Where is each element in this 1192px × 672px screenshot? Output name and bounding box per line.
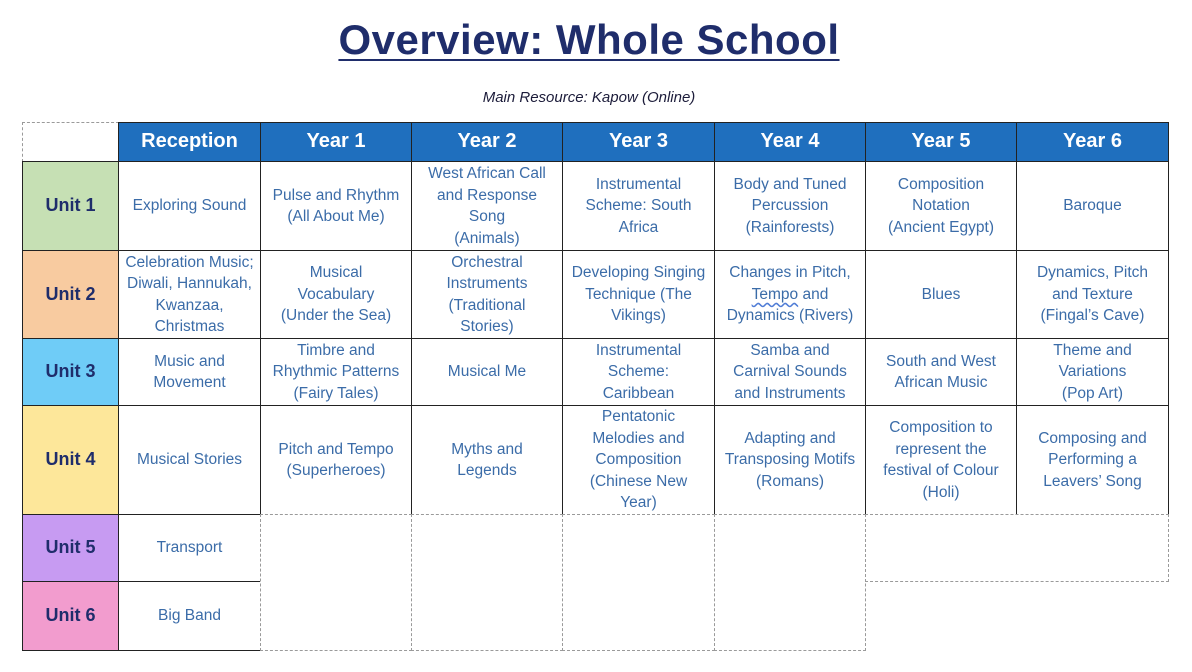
unit-label: Unit 1 [22,161,119,251]
cell-line: and Response [437,186,537,204]
cell-line: Developing Singing [571,264,706,282]
cell-text [125,252,253,338]
table-cell [118,161,261,251]
table-cell [411,161,563,251]
cell-line: Diwali, Hannukah, [127,275,252,292]
cell-line: (Animals) [454,229,520,247]
column-header: Year 3 [562,122,715,162]
cell-line: Adapting and [744,429,836,447]
empty-cell [865,514,1169,582]
cell-line: festival of Colour [883,462,999,479]
cell-text [725,428,855,493]
table-cell [562,405,715,515]
cell-text [273,185,400,228]
cell-line: Pentatonic [601,408,676,426]
cell-line: Tempo and [751,285,829,303]
cell-text [133,195,247,217]
cell-line: Dynamics (Rivers) [726,307,854,325]
table-cell [118,338,261,406]
cell-line: (Fairy Tales) [293,384,379,402]
table-cell [1016,161,1169,251]
cell-line: (All About Me) [287,208,385,225]
cell-line: Stories) [460,318,514,335]
cell-line: (Fingal’s Cave) [1040,307,1145,325]
table-cell [118,405,261,515]
cell-line: Celebration Music; [125,253,254,271]
table-cell [1016,405,1169,515]
cell-line: (Pop Art) [1061,384,1124,402]
cell-line: Instrumental [595,341,682,359]
cell-text [883,417,998,503]
table-cell [865,250,1017,339]
cell-text [1053,340,1131,405]
empty-cell [411,514,563,651]
cell-text [153,351,225,394]
page-title: Overview: Whole School [338,16,840,63]
cell-line: Performing a [1048,451,1137,469]
unit-label: Unit 4 [22,405,119,515]
cell-line: represent the [895,440,987,458]
cell-text [428,163,546,249]
cell-line: Song [468,208,506,225]
cell-text [734,174,847,239]
cell-text [137,449,242,471]
cell-line: Timbre and [297,341,375,359]
cell-text [448,361,526,383]
cell-text [596,340,681,405]
cell-line: Caribbean [602,384,675,402]
cell-line: Transport [156,539,223,557]
cell-line: Blues [921,285,961,303]
corner-empty-cell [22,122,119,162]
cell-line: Instruments [446,275,528,292]
table-cell [1016,338,1169,406]
cell-line: Composition [595,451,682,469]
cell-line: Variations [1058,363,1127,381]
cell-line: Africa [618,218,659,236]
table-cell [865,405,1017,515]
cell-line: Body and Tuned [733,175,847,193]
cell-line: Kwanzaa, [155,296,224,314]
cell-text [157,537,223,559]
unit-label: Unit 2 [22,250,119,339]
cell-text [451,439,523,482]
cell-line: (Chinese New [589,472,688,490]
cell-text [590,406,687,514]
cell-line: Technique (The [585,285,692,303]
cell-line: Melodies and [592,429,685,447]
cell-line: Year) [620,494,657,512]
cell-text [1063,195,1122,217]
cell-line: Movement [153,374,226,391]
column-header: Reception [118,122,261,162]
table-cell [260,338,412,406]
cell-line: Musical Me [447,363,527,381]
table-cell [411,250,563,339]
unit-label: Unit 6 [22,581,119,651]
table-cell [714,338,866,406]
cell-text [273,340,400,405]
cell-line: Orchestral [451,253,523,271]
empty-cell [714,514,866,651]
cell-line: Scheme: South [585,197,692,215]
column-header: Year 1 [260,122,412,162]
cell-line: West African Call [428,165,546,182]
cell-text [281,262,391,327]
cell-text [158,605,221,627]
cell-text [447,252,528,338]
cell-line: Musical Stories [136,451,243,469]
empty-cell [260,514,412,651]
cell-line: Instrumental [595,175,682,193]
column-header: Year 6 [1016,122,1169,162]
cell-line: Composition to [889,419,993,436]
cell-text [1038,428,1147,493]
table-cell [1016,250,1169,339]
cell-line: Rhythmic Patterns [272,363,400,381]
table-cell [118,581,261,651]
cell-line: Samba and [750,341,830,359]
column-header: Year 4 [714,122,866,162]
cell-line: Music and [154,352,225,370]
cell-line: Theme and [1053,341,1132,359]
cell-line: and Instruments [734,384,846,402]
cell-line: Scheme: [607,363,670,381]
table-cell [714,250,866,339]
table-cell [411,338,563,406]
cell-line: Christmas [154,318,225,335]
cell-text [278,439,393,482]
cell-line: Percussion [751,197,829,215]
cell-line: Baroque [1063,197,1122,215]
cell-line: Big Band [158,607,221,625]
cell-line: (Rainforests) [745,218,835,236]
cell-line: Vikings) [611,307,666,325]
cell-line: (Superheroes) [286,462,386,479]
cell-line: Leavers’ Song [1043,472,1142,490]
table-cell [562,338,715,406]
table-cell [260,405,412,515]
column-header: Year 5 [865,122,1017,162]
table-cell [260,250,412,339]
cell-line: Changes in Pitch, [729,264,851,282]
cell-text [727,262,854,327]
table-cell [714,405,866,515]
cell-line: and Texture [1052,285,1133,303]
cell-line: (Traditional [448,296,526,314]
cell-line: African Music [894,374,988,391]
cell-text [733,340,847,405]
cell-line: (Romans) [755,472,825,490]
page-subtitle: Main Resource: Kapow (Online) [482,89,696,106]
cell-line: Myths and [451,440,523,458]
table-cell [562,161,715,251]
cell-text [888,174,994,239]
table-cell [118,250,261,339]
cell-line: Transposing Motifs [724,451,856,469]
cell-line: Vocabulary [297,285,375,303]
unit-label: Unit 3 [22,338,119,406]
column-header: Year 2 [411,122,563,162]
cell-line: Legends [457,462,517,479]
cell-text [586,174,692,239]
cell-line: Composing and [1038,429,1147,447]
cell-line: (Holi) [922,483,960,501]
cell-line: South and West [885,352,996,370]
cell-line: Exploring Sound [132,197,247,215]
cell-line: (Under the Sea) [280,307,392,325]
cell-text [1037,262,1148,327]
cell-line: Carnival Sounds [733,363,847,381]
cell-text [886,351,996,394]
unit-label: Unit 5 [22,514,119,582]
cell-line: Notation [912,197,970,215]
cell-line: Dynamics, Pitch [1036,264,1149,282]
cell-line: Composition [897,175,985,193]
table-cell [260,161,412,251]
table-cell [865,161,1017,251]
cell-line: Pitch and Tempo [278,440,394,458]
table-cell [714,161,866,251]
table-cell [118,514,261,582]
cell-text [922,284,961,306]
table-cell [411,405,563,515]
cell-line: Musical [309,264,363,282]
cell-line: (Ancient Egypt) [888,218,994,236]
table-cell [865,338,1017,406]
cell-text [572,262,706,327]
empty-cell [562,514,715,651]
cell-line: Pulse and Rhythm [272,186,400,204]
table-cell [562,250,715,339]
